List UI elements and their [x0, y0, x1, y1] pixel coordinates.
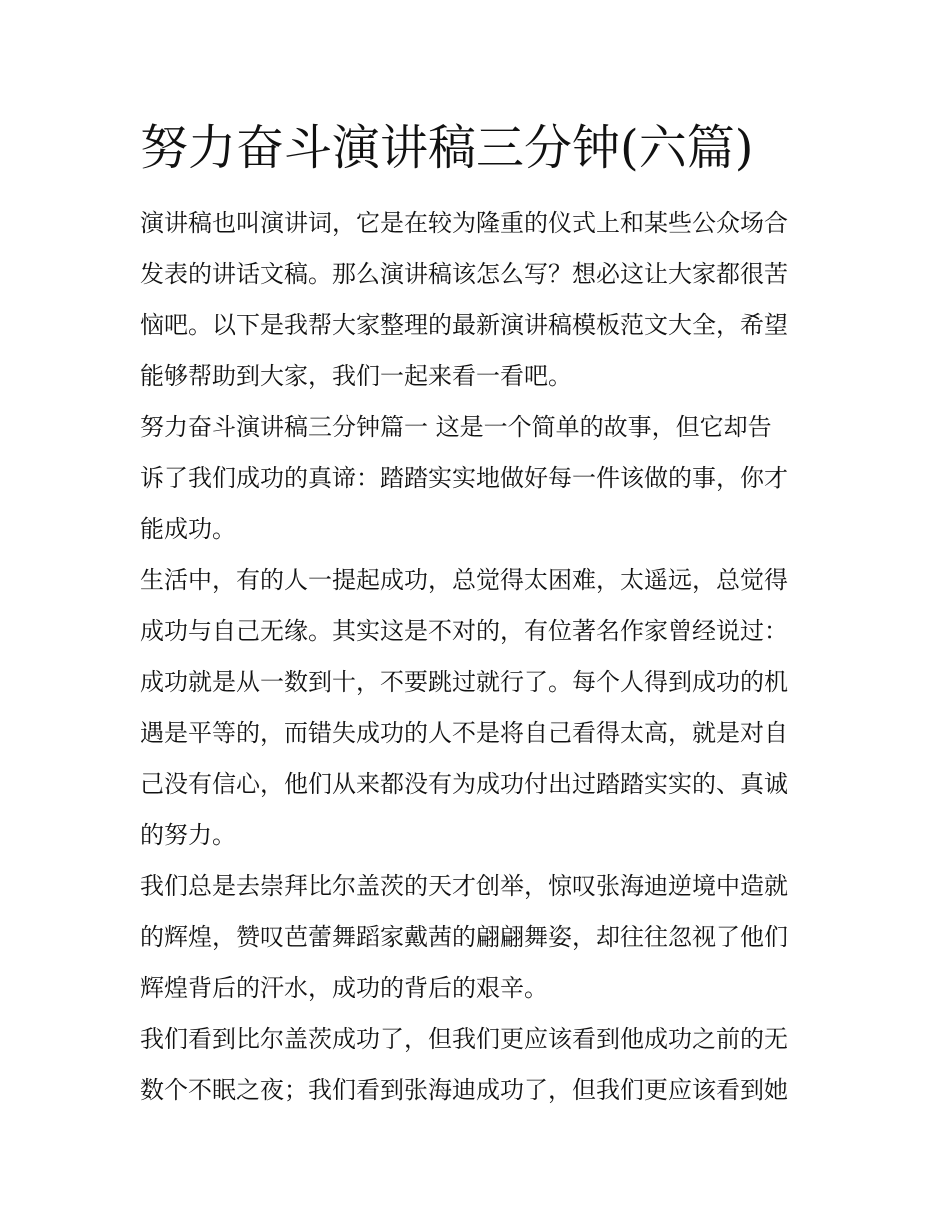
document-body: [140, 198, 812, 1116]
text-line: 数个不眠之夜；我们看到张海迪成功了，但我们更应该看到她: [140, 1076, 788, 1104]
text-line: 生活中，有的人一提起成功，总觉得太困难，太遥远，总觉得: [140, 566, 788, 594]
text-line: 的辉煌，赞叹芭蕾舞蹈家戴茜的翩翩舞姿，却往往忽视了他们: [140, 923, 788, 951]
paragraph-life: [140, 555, 812, 861]
text-line: 辉煌背后的汗水，成功的背后的艰辛。: [140, 974, 548, 1002]
text-line: 能成功。: [140, 515, 236, 543]
text-line: 我们看到比尔盖茨成功了，但我们更应该看到他成功之前的无: [140, 1025, 788, 1053]
text-line: 我们总是去崇拜比尔盖茨的天才创举，惊叹张海迪逆境中造就: [140, 872, 788, 900]
text-line: 发表的讲话文稿。那么演讲稿该怎么写？想必这让大家都很苦: [140, 260, 788, 288]
text-line: 遇是平等的，而错失成功的人不是将自己看得太高，就是对自: [140, 719, 788, 747]
paragraph-admire: [140, 861, 812, 1014]
text-line: 成功就是从一数到十，不要跳过就行了。每个人得到成功的机: [140, 668, 788, 696]
paragraph-see: [140, 1014, 812, 1116]
paragraph-intro: [140, 198, 812, 402]
text-line: 努力奋斗演讲稿三分钟篇一 这是一个简单的故事，但它却告: [140, 413, 772, 441]
document-title: 努力奋斗演讲稿三分钟(六篇): [140, 120, 754, 176]
paragraph-section-one: [140, 402, 812, 555]
text-line: 能够帮助到大家，我们一起来看一看吧。: [140, 362, 572, 390]
text-line: 诉了我们成功的真谛：踏踏实实地做好每一件该做的事，你才: [140, 464, 788, 492]
text-line: 的努力。: [140, 821, 236, 849]
text-line: 成功与自己无缘。其实这是不对的，有位著名作家曾经说过：: [140, 617, 788, 645]
text-line: 恼吧。以下是我帮大家整理的最新演讲稿模板范文大全，希望: [140, 311, 788, 339]
text-line: 己没有信心，他们从来都没有为成功付出过踏踏实实的、真诚: [140, 770, 788, 798]
text-line: 演讲稿也叫演讲词，它是在较为隆重的仪式上和某些公众场合: [140, 209, 788, 237]
